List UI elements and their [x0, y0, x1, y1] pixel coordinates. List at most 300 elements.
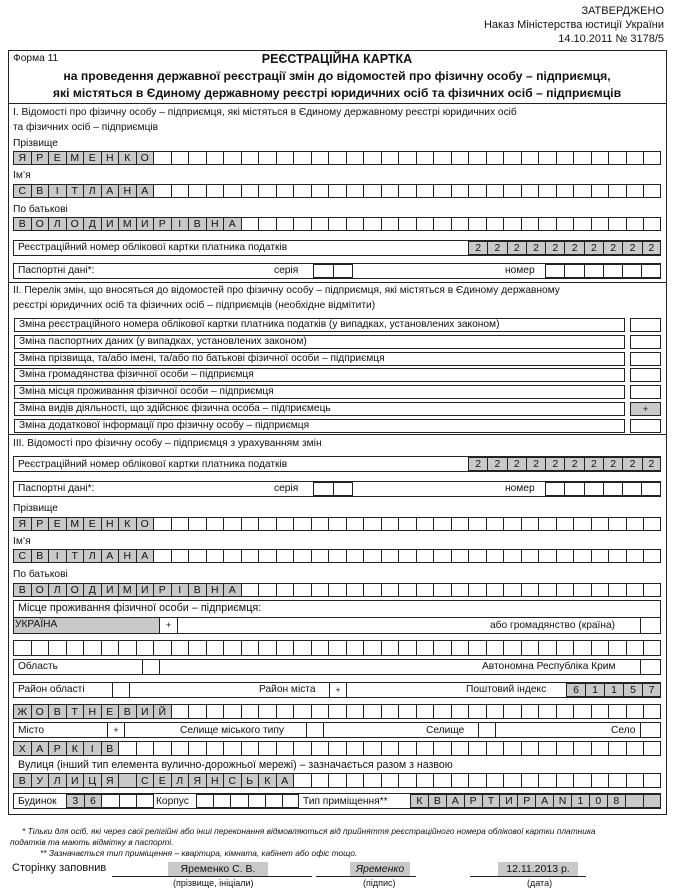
series-cells[interactable]	[313, 264, 353, 278]
char-cell[interactable]: В	[14, 218, 32, 230]
char-cell[interactable]	[259, 218, 277, 230]
postal-cells[interactable]	[566, 683, 661, 697]
char-cell[interactable]: К	[119, 518, 137, 530]
char-cell[interactable]	[399, 518, 417, 530]
char-cell[interactable]: І	[49, 550, 67, 562]
char-cell[interactable]	[452, 774, 470, 787]
char-cell[interactable]	[14, 641, 32, 655]
char-cell[interactable]	[592, 742, 610, 755]
char-cell[interactable]	[399, 641, 417, 655]
char-cell[interactable]	[417, 705, 435, 718]
char-cell[interactable]	[539, 742, 557, 755]
char-cell[interactable]: 2	[604, 242, 623, 254]
char-cell[interactable]	[49, 641, 67, 655]
char-cell[interactable]	[539, 641, 557, 655]
char-cell[interactable]: О	[32, 218, 50, 230]
char-cell[interactable]: Л	[172, 774, 190, 787]
char-cell[interactable]	[546, 483, 565, 495]
char-cell[interactable]	[277, 218, 295, 230]
char-cell[interactable]	[452, 641, 470, 655]
char-cell[interactable]	[242, 152, 260, 164]
char-cell[interactable]: 1	[586, 684, 605, 696]
char-cell[interactable]: Д	[84, 218, 102, 230]
char-cell[interactable]	[119, 742, 137, 755]
char-cell[interactable]	[329, 218, 347, 230]
char-cell[interactable]	[172, 742, 190, 755]
char-cell[interactable]	[452, 152, 470, 164]
char-cell[interactable]: И	[137, 218, 155, 230]
char-cell[interactable]	[452, 705, 470, 718]
char-cell[interactable]	[434, 518, 452, 530]
char-cell[interactable]: І	[49, 185, 67, 197]
char-cell[interactable]	[522, 185, 540, 197]
char-cell[interactable]: 5	[624, 684, 643, 696]
char-cell[interactable]	[539, 218, 557, 230]
char-cell[interactable]	[214, 795, 231, 807]
char-cell[interactable]	[399, 742, 417, 755]
char-cell[interactable]	[294, 550, 312, 562]
char-cell[interactable]	[399, 705, 417, 718]
char-cell[interactable]: А	[224, 218, 242, 230]
char-cell[interactable]: Х	[14, 742, 32, 755]
char-cell[interactable]	[627, 641, 645, 655]
char-cell[interactable]: Й	[154, 705, 172, 718]
char-cell[interactable]	[539, 550, 557, 562]
char-cell[interactable]	[242, 705, 260, 718]
char-cell[interactable]	[67, 641, 85, 655]
char-cell[interactable]: Е	[49, 518, 67, 530]
tax-cells[interactable]	[468, 241, 661, 255]
char-cell[interactable]	[609, 218, 627, 230]
char-cell[interactable]	[644, 550, 661, 562]
char-cell[interactable]	[382, 641, 400, 655]
char-cell[interactable]	[644, 641, 661, 655]
char-cell[interactable]	[557, 742, 575, 755]
char-cell[interactable]	[364, 584, 382, 596]
char-cell[interactable]: К	[411, 795, 429, 807]
char-cell[interactable]	[189, 518, 207, 530]
char-cell[interactable]	[627, 742, 645, 755]
char-cell[interactable]	[642, 483, 661, 495]
char-cell[interactable]: Е	[154, 774, 172, 787]
char-cell[interactable]	[224, 185, 242, 197]
char-cell[interactable]	[294, 518, 312, 530]
char-cell[interactable]: О	[137, 518, 155, 530]
char-cell[interactable]: І	[172, 584, 190, 596]
char-cell[interactable]	[364, 152, 382, 164]
char-cell[interactable]: 2	[565, 458, 584, 470]
char-cell[interactable]	[259, 742, 277, 755]
patronymic-cells[interactable]	[13, 217, 661, 231]
char-cell[interactable]	[329, 185, 347, 197]
char-cell[interactable]	[294, 742, 312, 755]
char-cell[interactable]	[565, 265, 584, 277]
char-cell[interactable]	[539, 774, 557, 787]
char-cell[interactable]	[644, 518, 661, 530]
char-cell[interactable]: Л	[49, 584, 67, 596]
char-cell[interactable]: В	[102, 742, 120, 755]
char-cell[interactable]	[452, 742, 470, 755]
char-cell[interactable]	[312, 774, 330, 787]
char-cell[interactable]: Л	[49, 774, 67, 787]
blank-cells[interactable]	[13, 640, 661, 656]
char-cell[interactable]	[137, 641, 155, 655]
char-cell[interactable]	[189, 550, 207, 562]
passport-number-cells[interactable]	[545, 264, 661, 278]
char-cell[interactable]	[609, 705, 627, 718]
char-cell[interactable]	[434, 705, 452, 718]
building-cells[interactable]	[66, 794, 154, 808]
char-cell[interactable]	[644, 218, 661, 230]
char-cell[interactable]	[277, 152, 295, 164]
char-cell[interactable]	[417, 641, 435, 655]
char-cell[interactable]	[259, 185, 277, 197]
char-cell[interactable]	[242, 742, 260, 755]
char-cell[interactable]	[574, 218, 592, 230]
char-cell[interactable]	[334, 483, 353, 495]
char-cell[interactable]	[417, 218, 435, 230]
char-cell[interactable]	[434, 641, 452, 655]
char-cell[interactable]	[364, 705, 382, 718]
char-cell[interactable]	[382, 152, 400, 164]
char-cell[interactable]	[644, 795, 661, 807]
char-cell[interactable]	[172, 550, 190, 562]
char-cell[interactable]	[154, 518, 172, 530]
char-cell[interactable]	[417, 584, 435, 596]
char-cell[interactable]: Н	[207, 584, 225, 596]
char-cell[interactable]	[627, 774, 645, 787]
char-cell[interactable]	[487, 774, 505, 787]
char-cell[interactable]: Н	[84, 705, 102, 718]
char-cell[interactable]: Р	[32, 518, 50, 530]
street-cells[interactable]	[13, 773, 661, 788]
char-cell[interactable]	[277, 641, 295, 655]
char-cell[interactable]	[574, 518, 592, 530]
country-mark[interactable]: +	[160, 618, 178, 633]
char-cell[interactable]	[364, 641, 382, 655]
char-cell[interactable]: І	[84, 742, 102, 755]
char-cell[interactable]	[522, 774, 540, 787]
char-cell[interactable]	[277, 518, 295, 530]
char-cell[interactable]: М	[119, 584, 137, 596]
char-cell[interactable]: Н	[207, 774, 225, 787]
char-cell[interactable]	[565, 483, 584, 495]
char-cell[interactable]	[259, 641, 277, 655]
char-cell[interactable]	[347, 518, 365, 530]
char-cell[interactable]	[546, 265, 565, 277]
surname-cells-new[interactable]	[13, 517, 661, 531]
char-cell[interactable]: К	[67, 742, 85, 755]
char-cell[interactable]: О	[32, 584, 50, 596]
char-cell[interactable]	[539, 584, 557, 596]
char-cell[interactable]	[585, 265, 604, 277]
village-cell[interactable]	[478, 723, 496, 737]
char-cell[interactable]	[609, 742, 627, 755]
char-cell[interactable]: И	[67, 774, 85, 787]
char-cell[interactable]	[329, 641, 347, 655]
char-cell[interactable]	[154, 550, 172, 562]
char-cell[interactable]: Л	[84, 185, 102, 197]
char-cell[interactable]: В	[32, 185, 50, 197]
char-cell[interactable]	[522, 584, 540, 596]
char-cell[interactable]	[592, 584, 610, 596]
char-cell[interactable]	[382, 705, 400, 718]
char-cell[interactable]: А	[447, 795, 465, 807]
fill-date[interactable]: 12.11.2013 р.	[498, 862, 578, 876]
city-mark[interactable]: +	[107, 723, 125, 737]
char-cell[interactable]	[224, 550, 242, 562]
char-cell[interactable]	[382, 550, 400, 562]
char-cell[interactable]	[557, 152, 575, 164]
char-cell[interactable]	[382, 518, 400, 530]
char-cell[interactable]: Т	[67, 185, 85, 197]
char-cell[interactable]	[172, 705, 190, 718]
char-cell[interactable]: В	[49, 705, 67, 718]
char-cell[interactable]	[609, 550, 627, 562]
char-cell[interactable]	[609, 774, 627, 787]
char-cell[interactable]	[102, 795, 120, 807]
char-cell[interactable]	[627, 185, 645, 197]
char-cell[interactable]	[259, 152, 277, 164]
char-cell[interactable]: В	[119, 705, 137, 718]
char-cell[interactable]	[627, 152, 645, 164]
char-cell[interactable]	[609, 584, 627, 596]
char-cell[interactable]	[592, 705, 610, 718]
char-cell[interactable]	[312, 518, 330, 530]
char-cell[interactable]	[557, 641, 575, 655]
char-cell[interactable]	[172, 518, 190, 530]
char-cell[interactable]	[487, 218, 505, 230]
char-cell[interactable]	[399, 185, 417, 197]
char-cell[interactable]	[242, 185, 260, 197]
char-cell[interactable]: И	[102, 218, 120, 230]
char-cell[interactable]	[382, 584, 400, 596]
char-cell[interactable]	[557, 185, 575, 197]
char-cell[interactable]: В	[14, 774, 32, 787]
char-cell[interactable]: Е	[84, 152, 102, 164]
series-cells-new[interactable]	[313, 482, 353, 496]
char-cell[interactable]	[487, 641, 505, 655]
char-cell[interactable]: Т	[67, 550, 85, 562]
char-cell[interactable]	[347, 705, 365, 718]
char-cell[interactable]: Р	[154, 584, 172, 596]
char-cell[interactable]	[469, 550, 487, 562]
char-cell[interactable]	[417, 550, 435, 562]
char-cell[interactable]	[487, 584, 505, 596]
change-checkbox[interactable]	[630, 385, 661, 399]
char-cell[interactable]	[382, 218, 400, 230]
region-cell[interactable]	[142, 660, 160, 674]
char-cell[interactable]	[259, 584, 277, 596]
char-cell[interactable]	[574, 584, 592, 596]
char-cell[interactable]: Р	[154, 218, 172, 230]
char-cell[interactable]	[364, 218, 382, 230]
char-cell[interactable]	[504, 550, 522, 562]
char-cell[interactable]	[434, 584, 452, 596]
char-cell[interactable]	[314, 483, 334, 495]
char-cell[interactable]	[266, 795, 283, 807]
char-cell[interactable]	[469, 584, 487, 596]
char-cell[interactable]	[154, 641, 172, 655]
char-cell[interactable]	[434, 152, 452, 164]
char-cell[interactable]	[434, 774, 452, 787]
char-cell[interactable]: О	[32, 705, 50, 718]
char-cell[interactable]	[259, 550, 277, 562]
district-cell[interactable]	[112, 683, 130, 697]
char-cell[interactable]	[119, 774, 137, 787]
char-cell[interactable]	[644, 185, 661, 197]
char-cell[interactable]	[417, 152, 435, 164]
char-cell[interactable]: 2	[585, 242, 604, 254]
char-cell[interactable]	[557, 705, 575, 718]
char-cell[interactable]: В	[14, 584, 32, 596]
char-cell[interactable]	[312, 742, 330, 755]
char-cell[interactable]	[277, 705, 295, 718]
char-cell[interactable]	[382, 185, 400, 197]
char-cell[interactable]: А	[536, 795, 554, 807]
char-cell[interactable]	[417, 742, 435, 755]
char-cell[interactable]	[259, 518, 277, 530]
char-cell[interactable]: Я	[102, 774, 120, 787]
char-cell[interactable]: А	[137, 185, 155, 197]
char-cell[interactable]	[592, 218, 610, 230]
char-cell[interactable]	[487, 152, 505, 164]
char-cell[interactable]	[452, 518, 470, 530]
char-cell[interactable]	[347, 185, 365, 197]
char-cell[interactable]	[347, 742, 365, 755]
char-cell[interactable]	[137, 795, 154, 807]
char-cell[interactable]	[329, 152, 347, 164]
change-checkbox[interactable]	[630, 368, 661, 382]
char-cell[interactable]	[207, 518, 225, 530]
char-cell[interactable]	[557, 550, 575, 562]
char-cell[interactable]: А	[102, 185, 120, 197]
char-cell[interactable]	[277, 742, 295, 755]
char-cell[interactable]: 2	[469, 242, 488, 254]
char-cell[interactable]	[207, 641, 225, 655]
char-cell[interactable]	[574, 774, 592, 787]
char-cell[interactable]	[329, 550, 347, 562]
premises-cells[interactable]	[410, 794, 661, 808]
char-cell[interactable]	[627, 705, 645, 718]
char-cell[interactable]: 0	[590, 795, 608, 807]
char-cell[interactable]	[469, 705, 487, 718]
char-cell[interactable]	[452, 218, 470, 230]
char-cell[interactable]	[224, 518, 242, 530]
char-cell[interactable]: Т	[67, 705, 85, 718]
char-cell[interactable]	[609, 185, 627, 197]
char-cell[interactable]: Р	[465, 795, 483, 807]
passport-number-cells-new[interactable]	[545, 482, 661, 496]
char-cell[interactable]	[644, 774, 661, 787]
char-cell[interactable]	[294, 152, 312, 164]
char-cell[interactable]	[172, 641, 190, 655]
char-cell[interactable]	[434, 218, 452, 230]
char-cell[interactable]: О	[67, 584, 85, 596]
char-cell[interactable]	[364, 185, 382, 197]
char-cell[interactable]	[522, 705, 540, 718]
char-cell[interactable]: Е	[49, 152, 67, 164]
char-cell[interactable]	[277, 550, 295, 562]
char-cell[interactable]	[189, 705, 207, 718]
char-cell[interactable]	[557, 774, 575, 787]
char-cell[interactable]	[609, 641, 627, 655]
char-cell[interactable]: М	[119, 218, 137, 230]
char-cell[interactable]	[154, 185, 172, 197]
patronymic-cells-new[interactable]	[13, 583, 661, 597]
char-cell[interactable]	[585, 483, 604, 495]
char-cell[interactable]	[592, 518, 610, 530]
char-cell[interactable]	[154, 152, 172, 164]
char-cell[interactable]	[487, 705, 505, 718]
char-cell[interactable]: Т	[483, 795, 501, 807]
char-cell[interactable]	[522, 550, 540, 562]
char-cell[interactable]	[469, 774, 487, 787]
char-cell[interactable]: А	[224, 584, 242, 596]
char-cell[interactable]: 2	[508, 242, 527, 254]
char-cell[interactable]	[329, 705, 347, 718]
char-cell[interactable]: Д	[84, 584, 102, 596]
char-cell[interactable]	[154, 742, 172, 755]
char-cell[interactable]	[224, 641, 242, 655]
char-cell[interactable]	[347, 550, 365, 562]
char-cell[interactable]	[347, 218, 365, 230]
char-cell[interactable]	[347, 584, 365, 596]
char-cell[interactable]: С	[224, 774, 242, 787]
char-cell[interactable]	[224, 742, 242, 755]
char-cell[interactable]	[347, 774, 365, 787]
char-cell[interactable]	[224, 705, 242, 718]
char-cell[interactable]	[469, 641, 487, 655]
char-cell[interactable]	[487, 185, 505, 197]
char-cell[interactable]	[522, 641, 540, 655]
char-cell[interactable]: 2	[488, 458, 507, 470]
char-cell[interactable]	[487, 742, 505, 755]
change-checkbox[interactable]	[630, 335, 661, 349]
char-cell[interactable]	[592, 550, 610, 562]
char-cell[interactable]	[172, 152, 190, 164]
char-cell[interactable]	[294, 218, 312, 230]
char-cell[interactable]	[574, 641, 592, 655]
char-cell[interactable]	[382, 742, 400, 755]
char-cell[interactable]: Я	[14, 152, 32, 164]
char-cell[interactable]: И	[137, 584, 155, 596]
char-cell[interactable]: Р	[518, 795, 536, 807]
char-cell[interactable]	[314, 265, 334, 277]
char-cell[interactable]: N	[554, 795, 572, 807]
tax-cells-new[interactable]	[468, 457, 661, 471]
corpus-cells[interactable]	[196, 794, 299, 808]
char-cell[interactable]: В	[189, 218, 207, 230]
char-cell[interactable]	[504, 774, 522, 787]
urban-cell[interactable]	[306, 723, 324, 737]
char-cell[interactable]: К	[259, 774, 277, 787]
char-cell[interactable]: Е	[84, 518, 102, 530]
char-cell[interactable]: А	[137, 550, 155, 562]
char-cell[interactable]	[469, 742, 487, 755]
char-cell[interactable]	[207, 705, 225, 718]
char-cell[interactable]	[294, 185, 312, 197]
char-cell[interactable]: В	[32, 550, 50, 562]
char-cell[interactable]: С	[14, 550, 32, 562]
char-cell[interactable]	[574, 185, 592, 197]
char-cell[interactable]	[312, 550, 330, 562]
char-cell[interactable]	[574, 705, 592, 718]
char-cell[interactable]	[329, 518, 347, 530]
surname-cells[interactable]	[13, 151, 661, 165]
char-cell[interactable]	[627, 218, 645, 230]
char-cell[interactable]	[189, 152, 207, 164]
